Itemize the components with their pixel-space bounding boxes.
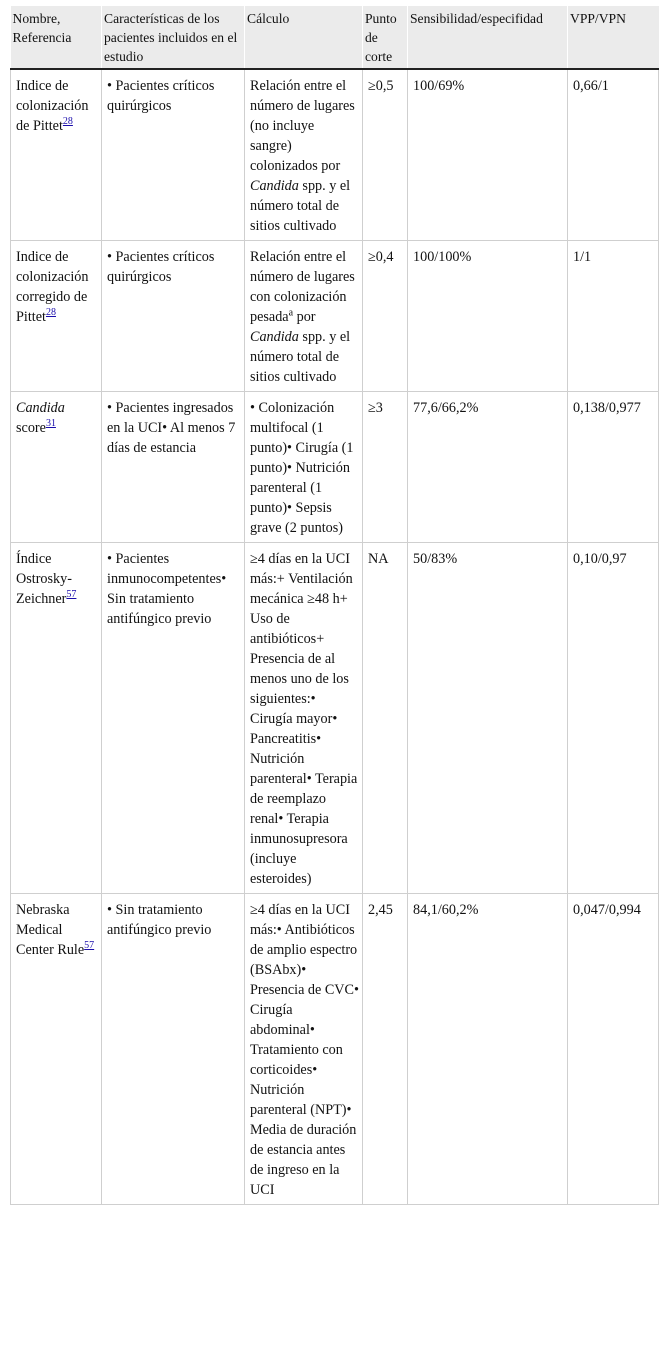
- cell-sensibilidad: 100/69%: [408, 69, 568, 241]
- table-row: [11, 69, 659, 241]
- calc-text-b: por: [293, 309, 316, 325]
- reference-sup: [46, 415, 56, 429]
- cell-nombre: [11, 894, 102, 1205]
- reference-link[interactable]: 28: [62, 116, 73, 128]
- cell-calculo: [245, 894, 363, 1205]
- cell-caracteristicas: • Pacientes ingresados en la UCI• Al menos 7 días de estancia: [102, 392, 245, 543]
- cell-caracteristicas: • Pacientes inmunocompetentes• Sin tratamiento antifúngico previo: [102, 543, 245, 894]
- name-text: Indice de colonización de Pittet: [16, 78, 89, 134]
- header-caracteristicas: Características de los pacientes incluidos en el estudio: [102, 6, 245, 69]
- cell-vpp-vpn: 0,10/0,97: [568, 543, 659, 894]
- cell-calculo: [245, 241, 363, 392]
- cell-calculo: [245, 392, 363, 543]
- table-row: [11, 392, 659, 543]
- cell-vpp-vpn: 0,047/0,994: [568, 894, 659, 1205]
- cell-caracteristicas: • Sin tratamiento antifúngico previo: [102, 894, 245, 1205]
- cell-punto-corte: ≥0,5: [363, 69, 408, 241]
- calc-text: ≥4 días en la UCI más:+ Ventilación mecánica ≥48 h+ Uso de antibióticos+ Presencia de al menos uno de los siguientes:• Cirugía mayor• Pancreatitis• Nutrición parenteral• Terapia de reemplazo renal• Terapia inmunosupresora (incluye esteroides): [250, 551, 358, 887]
- header-row: [11, 6, 659, 69]
- cell-calculo: [245, 69, 363, 241]
- calc-text: ≥4 días en la UCI más:• Antibióticos de amplio espectro (BSAbx)• Presencia de CVC• Cirugía abdominal• Tratamiento con corticoides• Nutrición parenteral (NPT)• Media de duración de estancia antes de ingreso en la UCI: [250, 902, 359, 1198]
- cell-sensibilidad: 84,1/60,2%: [408, 894, 568, 1205]
- reference-sup: [46, 304, 56, 318]
- calc-text: Relación entre el número de lugares con colonización pesada: [250, 249, 355, 325]
- header-nombre: Nombre, Referencia: [11, 6, 102, 69]
- calc-italic: Candida: [250, 178, 299, 194]
- reference-link[interactable]: 57: [84, 940, 95, 952]
- cell-caracteristicas: • Pacientes críticos quirúrgicos: [102, 69, 245, 241]
- cell-sensibilidad: 77,6/66,2%: [408, 392, 568, 543]
- table-row: [11, 241, 659, 392]
- reference-sup: [66, 586, 76, 600]
- calc-text-c: spp. y el número total de sitios cultivado: [250, 178, 351, 234]
- calc-text: Relación entre el número de lugares (no incluye sangre) colonizados por: [250, 78, 355, 174]
- name-text: Nebraska Medical Center Rule: [16, 902, 85, 958]
- cell-vpp-vpn: 1/1: [568, 241, 659, 392]
- reference-sup: [63, 113, 73, 127]
- table-row: [11, 894, 659, 1205]
- cell-vpp-vpn: 0,138/0,977: [568, 392, 659, 543]
- cell-nombre: [11, 69, 102, 241]
- cell-nombre: [11, 543, 102, 894]
- calc-text: • Colonización multifocal (1 punto)• Cirugía (1 punto)• Nutrición parenteral (1 punto)• Sepsis grave (2 puntos): [250, 400, 354, 536]
- header-vpp-vpn: VPP/VPN: [568, 6, 659, 69]
- cell-nombre: [11, 392, 102, 543]
- name-text: score: [16, 420, 46, 436]
- scores-table: [10, 6, 659, 1205]
- reference-link[interactable]: 31: [45, 418, 56, 430]
- reference-sup: [84, 937, 94, 951]
- reference-link[interactable]: 28: [45, 307, 56, 319]
- cell-sensibilidad: 50/83%: [408, 543, 568, 894]
- cell-punto-corte: ≥3: [363, 392, 408, 543]
- header-calculo: Cálculo: [245, 6, 363, 69]
- calc-text-c: spp. y el número total de sitios cultivado: [250, 329, 351, 385]
- reference-link[interactable]: 57: [66, 589, 77, 601]
- header-punto-corte: Punto de corte: [363, 6, 408, 69]
- cell-vpp-vpn: 0,66/1: [568, 69, 659, 241]
- cell-punto-corte: 2,45: [363, 894, 408, 1205]
- cell-sensibilidad: 100/100%: [408, 241, 568, 392]
- name-text: Indice de colonización corregido de Pittet: [16, 249, 89, 325]
- cell-nombre: [11, 241, 102, 392]
- calc-footnote-sup: a: [288, 307, 294, 319]
- cell-punto-corte: NA: [363, 543, 408, 894]
- cell-calculo: [245, 543, 363, 894]
- table-body: [11, 69, 659, 1205]
- name-text: Índice Ostrosky-Zeichner: [16, 551, 72, 607]
- name-italic: Candida: [16, 400, 65, 416]
- table-row: [11, 543, 659, 894]
- cell-caracteristicas: • Pacientes críticos quirúrgicos: [102, 241, 245, 392]
- cell-punto-corte: ≥0,4: [363, 241, 408, 392]
- header-sensibilidad: Sensibilidad/especifidad: [408, 6, 568, 69]
- calc-italic: Candida: [250, 329, 299, 345]
